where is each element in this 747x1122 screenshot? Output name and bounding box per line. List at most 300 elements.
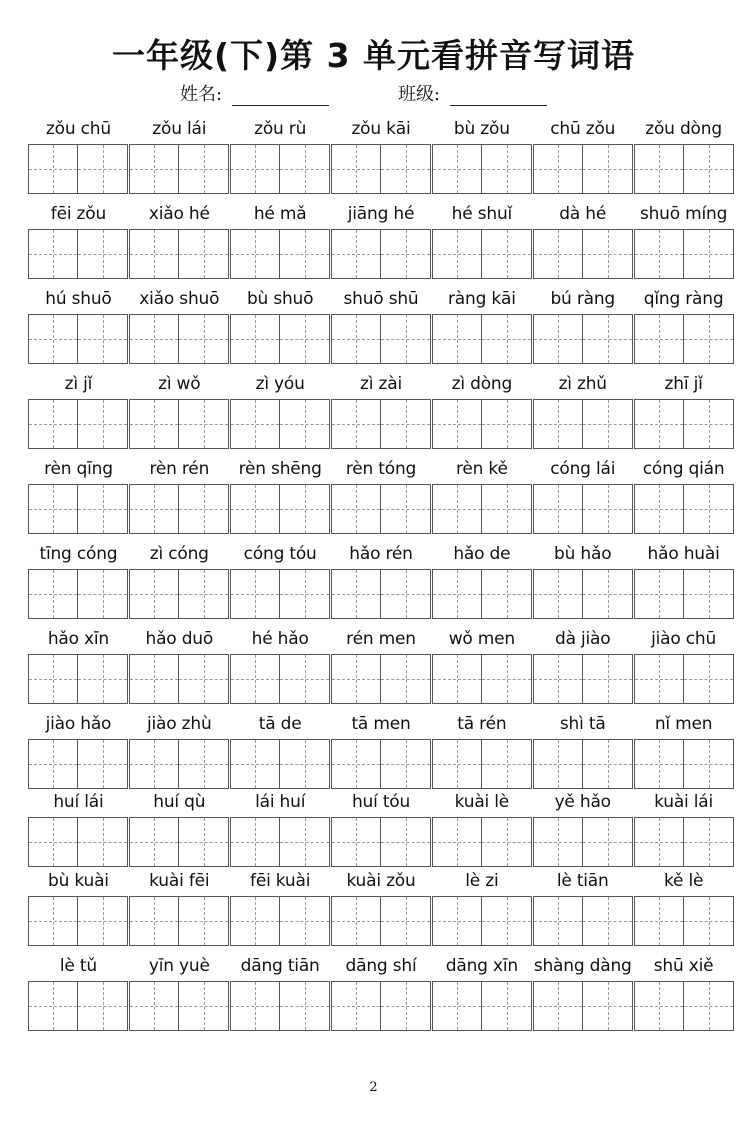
tianzige-cell[interactable]: [28, 229, 78, 279]
tianzige-cell[interactable]: [381, 399, 431, 449]
tianzige-cell[interactable]: [381, 817, 431, 867]
pinyin-label: kuài fēi: [149, 871, 210, 891]
tianzige-cell[interactable]: [230, 399, 280, 449]
writing-box-row: [28, 399, 734, 449]
tianzige-cell[interactable]: [179, 817, 229, 867]
tianzige-cell[interactable]: [432, 229, 482, 279]
pinyin-label: kě lè: [663, 871, 704, 891]
tianzige-cell[interactable]: [583, 484, 633, 534]
tianzige-cell[interactable]: [482, 484, 532, 534]
word-writing-box: [432, 569, 532, 619]
word-writing-box: [432, 144, 532, 194]
tianzige-cell[interactable]: [28, 739, 78, 789]
tianzige-cell[interactable]: [634, 569, 684, 619]
tianzige-cell[interactable]: [432, 314, 482, 364]
pinyin-label: hé mǎ: [253, 204, 307, 224]
pinyin-label: kuài lè: [454, 792, 510, 812]
word-writing-box: [432, 739, 532, 789]
word-writing-box: [634, 569, 734, 619]
pinyin-label: dāng shí: [345, 956, 417, 976]
tianzige-cell[interactable]: [432, 739, 482, 789]
tianzige-cell[interactable]: [280, 739, 330, 789]
pinyin-label: bú ràng: [550, 289, 615, 309]
word-writing-box: [129, 739, 229, 789]
tianzige-cell[interactable]: [583, 144, 633, 194]
word-writing-box: [28, 569, 128, 619]
writing-box-row: [28, 484, 734, 534]
tianzige-cell[interactable]: [634, 484, 684, 534]
tianzige-cell[interactable]: [533, 569, 583, 619]
pinyin-label: zì yóu: [255, 374, 305, 394]
tianzige-cell[interactable]: [280, 144, 330, 194]
pinyin-label: rén men: [346, 629, 416, 649]
word-writing-box: [533, 569, 633, 619]
tianzige-cell[interactable]: [533, 144, 583, 194]
exercise-row: [28, 114, 734, 194]
word-writing-box: [634, 817, 734, 867]
tianzige-cell[interactable]: [28, 144, 78, 194]
tianzige-cell[interactable]: [432, 817, 482, 867]
word-writing-box: [230, 654, 330, 704]
tianzige-cell[interactable]: [432, 896, 482, 946]
tianzige-cell[interactable]: [533, 981, 583, 1031]
word-writing-box: [634, 654, 734, 704]
tianzige-cell[interactable]: [432, 654, 482, 704]
word-writing-box: [331, 229, 431, 279]
tianzige-cell[interactable]: [684, 229, 734, 279]
tianzige-cell[interactable]: [331, 399, 381, 449]
exercise-row: [28, 199, 734, 279]
tianzige-cell[interactable]: [280, 399, 330, 449]
tianzige-cell[interactable]: [583, 654, 633, 704]
tianzige-cell[interactable]: [28, 654, 78, 704]
word-writing-box: [634, 981, 734, 1031]
tianzige-cell[interactable]: [331, 484, 381, 534]
tianzige-cell[interactable]: [129, 981, 179, 1031]
tianzige-cell[interactable]: [482, 739, 532, 789]
exercise-row: [28, 624, 734, 704]
tianzige-cell[interactable]: [179, 484, 229, 534]
tianzige-cell[interactable]: [78, 399, 128, 449]
word-writing-box: [331, 569, 431, 619]
tianzige-cell[interactable]: [331, 654, 381, 704]
word-writing-box: [634, 739, 734, 789]
word-writing-box: [533, 314, 633, 364]
tianzige-cell[interactable]: [684, 739, 734, 789]
tianzige-cell[interactable]: [381, 739, 431, 789]
tianzige-cell[interactable]: [533, 739, 583, 789]
tianzige-cell[interactable]: [230, 569, 280, 619]
pinyin-label: zǒu lái: [152, 119, 207, 139]
pinyin-row: [28, 539, 734, 569]
pinyin-label: zhī jǐ: [664, 374, 703, 394]
pinyin-row: [28, 624, 734, 654]
tianzige-cell[interactable]: [78, 144, 128, 194]
tianzige-cell[interactable]: [533, 229, 583, 279]
word-writing-box: [28, 314, 128, 364]
pinyin-label: huí lái: [53, 792, 104, 812]
tianzige-cell[interactable]: [634, 981, 684, 1031]
pinyin-label: rèn shēng: [238, 459, 322, 479]
writing-box-row: [28, 817, 734, 867]
word-writing-box: [533, 399, 633, 449]
tianzige-cell[interactable]: [78, 896, 128, 946]
tianzige-cell[interactable]: [28, 399, 78, 449]
pinyin-label: zì cóng: [149, 544, 209, 564]
writing-box-row: [28, 896, 734, 946]
tianzige-cell[interactable]: [634, 399, 684, 449]
tianzige-cell[interactable]: [482, 314, 532, 364]
tianzige-cell[interactable]: [129, 314, 179, 364]
tianzige-cell[interactable]: [331, 981, 381, 1031]
tianzige-cell[interactable]: [230, 314, 280, 364]
pinyin-label: bù zǒu: [453, 119, 510, 139]
tianzige-cell[interactable]: [432, 569, 482, 619]
tianzige-cell[interactable]: [280, 896, 330, 946]
pinyin-row: [28, 787, 734, 817]
tianzige-cell[interactable]: [684, 144, 734, 194]
tianzige-cell[interactable]: [78, 654, 128, 704]
tianzige-cell[interactable]: [78, 229, 128, 279]
tianzige-cell[interactable]: [684, 654, 734, 704]
pinyin-label: hǎo xīn: [47, 629, 109, 649]
pinyin-label: dà hé: [559, 204, 607, 224]
tianzige-cell[interactable]: [331, 739, 381, 789]
tianzige-cell[interactable]: [179, 314, 229, 364]
tianzige-cell[interactable]: [230, 229, 280, 279]
tianzige-cell[interactable]: [684, 314, 734, 364]
tianzige-cell[interactable]: [634, 896, 684, 946]
word-writing-box: [129, 144, 229, 194]
tianzige-cell[interactable]: [280, 569, 330, 619]
tianzige-cell[interactable]: [381, 981, 431, 1031]
tianzige-cell[interactable]: [230, 896, 280, 946]
tianzige-cell[interactable]: [129, 484, 179, 534]
exercise-row: [28, 709, 734, 789]
tianzige-cell[interactable]: [482, 817, 532, 867]
word-writing-box: [533, 144, 633, 194]
tianzige-cell[interactable]: [482, 399, 532, 449]
word-writing-box: [129, 654, 229, 704]
pinyin-label: dāng tiān: [240, 956, 320, 976]
pinyin-label: bù kuài: [48, 871, 109, 891]
pinyin-label: qǐng ràng: [643, 289, 724, 309]
word-writing-box: [634, 896, 734, 946]
tianzige-cell[interactable]: [482, 569, 532, 619]
tianzige-cell[interactable]: [331, 817, 381, 867]
tianzige-cell[interactable]: [684, 981, 734, 1031]
exercise-row: [28, 951, 734, 1031]
name-field: [180, 84, 329, 106]
pinyin-label: zǒu rù: [254, 119, 307, 139]
word-writing-box: [28, 896, 128, 946]
tianzige-cell[interactable]: [583, 229, 633, 279]
word-writing-box: [432, 654, 532, 704]
pinyin-label: rèn rén: [149, 459, 210, 479]
pinyin-label: shuō shū: [343, 289, 419, 309]
tianzige-cell[interactable]: [583, 817, 633, 867]
class-blank[interactable]: [450, 87, 547, 106]
word-writing-box: [28, 144, 128, 194]
word-writing-box: [28, 739, 128, 789]
tianzige-cell[interactable]: [684, 896, 734, 946]
tianzige-cell[interactable]: [634, 144, 684, 194]
tianzige-cell[interactable]: [78, 484, 128, 534]
pinyin-label: xiǎo hé: [148, 204, 210, 224]
word-writing-box: [634, 229, 734, 279]
tianzige-cell[interactable]: [28, 981, 78, 1031]
tianzige-cell[interactable]: [129, 896, 179, 946]
tianzige-cell[interactable]: [280, 817, 330, 867]
tianzige-cell[interactable]: [533, 314, 583, 364]
tianzige-cell[interactable]: [533, 896, 583, 946]
tianzige-cell[interactable]: [28, 314, 78, 364]
pinyin-label: zì wǒ: [158, 374, 201, 394]
pinyin-label: tā rén: [457, 714, 507, 734]
word-writing-box: [28, 399, 128, 449]
pinyin-label: fēi kuài: [250, 871, 311, 891]
tianzige-cell[interactable]: [230, 817, 280, 867]
tianzige-cell[interactable]: [230, 981, 280, 1031]
word-writing-box: [432, 399, 532, 449]
pinyin-label: huí tóu: [351, 792, 411, 812]
word-writing-box: [432, 229, 532, 279]
tianzige-cell[interactable]: [280, 314, 330, 364]
pinyin-label: dāng xīn: [445, 956, 518, 976]
pinyin-label: bù hǎo: [554, 544, 612, 564]
word-writing-box: [533, 229, 633, 279]
word-writing-box: [331, 739, 431, 789]
word-writing-box: [432, 896, 532, 946]
pinyin-row: [28, 199, 734, 229]
page-number: 2: [369, 1080, 378, 1095]
tianzige-cell[interactable]: [381, 144, 431, 194]
exercise-row: [28, 369, 734, 449]
word-writing-box: [331, 981, 431, 1031]
tianzige-cell[interactable]: [381, 654, 431, 704]
exercise-row: [28, 787, 734, 867]
writing-box-row: [28, 229, 734, 279]
tianzige-cell[interactable]: [78, 314, 128, 364]
tianzige-cell[interactable]: [482, 981, 532, 1031]
word-writing-box: [129, 399, 229, 449]
word-writing-box: [129, 817, 229, 867]
tianzige-cell[interactable]: [381, 484, 431, 534]
pinyin-row: [28, 709, 734, 739]
tianzige-cell[interactable]: [381, 569, 431, 619]
pinyin-label: cóng lái: [550, 459, 616, 479]
tianzige-cell[interactable]: [583, 981, 633, 1031]
word-writing-box: [129, 981, 229, 1031]
tianzige-cell[interactable]: [634, 314, 684, 364]
tianzige-cell[interactable]: [280, 654, 330, 704]
pinyin-label: shuō míng: [639, 204, 728, 224]
tianzige-cell[interactable]: [179, 399, 229, 449]
word-writing-box: [230, 896, 330, 946]
pinyin-label: shàng dàng: [533, 956, 632, 976]
word-writing-box: [533, 981, 633, 1031]
word-writing-box: [230, 144, 330, 194]
pinyin-label: hǎo duō: [145, 629, 214, 649]
tianzige-cell[interactable]: [280, 981, 330, 1031]
tianzige-cell[interactable]: [78, 817, 128, 867]
pinyin-label: tā de: [258, 714, 302, 734]
word-writing-box: [230, 314, 330, 364]
tianzige-cell[interactable]: [381, 314, 431, 364]
pinyin-label: rèn kě: [455, 459, 508, 479]
tianzige-cell[interactable]: [331, 144, 381, 194]
tianzige-cell[interactable]: [331, 229, 381, 279]
tianzige-cell[interactable]: [482, 144, 532, 194]
tianzige-cell[interactable]: [331, 314, 381, 364]
pinyin-label: zì dòng: [451, 374, 513, 394]
tianzige-cell[interactable]: [129, 739, 179, 789]
word-writing-box: [432, 817, 532, 867]
tianzige-cell[interactable]: [634, 817, 684, 867]
tianzige-cell[interactable]: [179, 896, 229, 946]
pinyin-label: shì tā: [559, 714, 606, 734]
tianzige-cell[interactable]: [583, 399, 633, 449]
tianzige-cell[interactable]: [482, 896, 532, 946]
word-writing-box: [533, 654, 633, 704]
pinyin-label: tīng cóng: [39, 544, 118, 564]
tianzige-cell[interactable]: [634, 654, 684, 704]
writing-box-row: [28, 981, 734, 1031]
tianzige-cell[interactable]: [129, 229, 179, 279]
word-writing-box: [129, 229, 229, 279]
pinyin-label: huí qù: [153, 792, 206, 812]
name-label: 姓名:: [180, 84, 223, 105]
word-writing-box: [230, 569, 330, 619]
word-writing-box: [533, 896, 633, 946]
tianzige-cell[interactable]: [482, 229, 532, 279]
pinyin-label: hǎo rén: [349, 544, 413, 564]
tianzige-cell[interactable]: [684, 569, 734, 619]
tianzige-cell[interactable]: [129, 654, 179, 704]
word-writing-box: [331, 314, 431, 364]
writing-box-row: [28, 569, 734, 619]
tianzige-cell[interactable]: [684, 484, 734, 534]
word-writing-box: [28, 817, 128, 867]
tianzige-cell[interactable]: [432, 144, 482, 194]
tianzige-cell[interactable]: [381, 229, 431, 279]
pinyin-row: [28, 284, 734, 314]
tianzige-cell[interactable]: [533, 484, 583, 534]
word-writing-box: [129, 896, 229, 946]
pinyin-row: [28, 951, 734, 981]
tianzige-cell[interactable]: [432, 484, 482, 534]
tianzige-cell[interactable]: [432, 399, 482, 449]
tianzige-cell[interactable]: [230, 484, 280, 534]
pinyin-label: zǒu kāi: [351, 119, 411, 139]
tianzige-cell[interactable]: [533, 654, 583, 704]
word-writing-box: [129, 314, 229, 364]
tianzige-cell[interactable]: [280, 229, 330, 279]
word-writing-box: [230, 739, 330, 789]
tianzige-cell[interactable]: [280, 484, 330, 534]
class-field: [398, 84, 547, 106]
tianzige-cell[interactable]: [78, 981, 128, 1031]
tianzige-cell[interactable]: [28, 896, 78, 946]
tianzige-cell[interactable]: [78, 569, 128, 619]
pinyin-label: zì zài: [360, 374, 402, 394]
pinyin-label: shū xiě: [653, 956, 714, 976]
pinyin-label: nǐ men: [654, 714, 713, 734]
tianzige-cell[interactable]: [179, 229, 229, 279]
tianzige-cell[interactable]: [28, 484, 78, 534]
pinyin-label: hǎo huài: [647, 544, 720, 564]
tianzige-cell[interactable]: [129, 144, 179, 194]
word-writing-box: [432, 981, 532, 1031]
name-blank[interactable]: [232, 87, 329, 106]
tianzige-cell[interactable]: [583, 739, 633, 789]
pinyin-label: hú shuō: [45, 289, 112, 309]
pinyin-label: jiào chū: [651, 629, 717, 649]
pinyin-label: lè tiān: [556, 871, 609, 891]
word-writing-box: [533, 817, 633, 867]
tianzige-cell[interactable]: [179, 569, 229, 619]
tianzige-cell[interactable]: [482, 654, 532, 704]
tianzige-cell[interactable]: [381, 896, 431, 946]
word-writing-box: [533, 484, 633, 534]
page-title: 一年级(下)第 3 单元看拼音写词语: [111, 36, 636, 75]
tianzige-cell[interactable]: [583, 569, 633, 619]
tianzige-cell[interactable]: [583, 314, 633, 364]
tianzige-cell[interactable]: [331, 569, 381, 619]
tianzige-cell[interactable]: [129, 817, 179, 867]
writing-box-row: [28, 739, 734, 789]
pinyin-label: zǒu chū: [45, 119, 111, 139]
tianzige-cell[interactable]: [684, 399, 734, 449]
pinyin-label: hǎo de: [453, 544, 511, 564]
pinyin-row: [28, 454, 734, 484]
tianzige-cell[interactable]: [179, 654, 229, 704]
word-writing-box: [634, 399, 734, 449]
tianzige-cell[interactable]: [230, 739, 280, 789]
tianzige-cell[interactable]: [634, 229, 684, 279]
tianzige-cell[interactable]: [179, 981, 229, 1031]
tianzige-cell[interactable]: [179, 144, 229, 194]
tianzige-cell[interactable]: [684, 817, 734, 867]
pinyin-label: jiào zhù: [147, 714, 212, 734]
word-writing-box: [230, 399, 330, 449]
word-writing-box: [634, 484, 734, 534]
tianzige-cell[interactable]: [634, 739, 684, 789]
pinyin-label: kuài zǒu: [346, 871, 416, 891]
tianzige-cell[interactable]: [432, 981, 482, 1031]
pinyin-label: ràng kāi: [447, 289, 516, 309]
tianzige-cell[interactable]: [28, 817, 78, 867]
tianzige-cell[interactable]: [129, 399, 179, 449]
tianzige-cell[interactable]: [230, 144, 280, 194]
tianzige-cell[interactable]: [230, 654, 280, 704]
pinyin-label: cóng tóu: [243, 544, 317, 564]
tianzige-cell[interactable]: [78, 739, 128, 789]
pinyin-label: tā men: [351, 714, 411, 734]
tianzige-cell[interactable]: [129, 569, 179, 619]
pinyin-label: jiào hǎo: [45, 714, 112, 734]
pinyin-label: fēi zǒu: [50, 204, 107, 224]
exercise-row: [28, 284, 734, 364]
tianzige-cell[interactable]: [331, 896, 381, 946]
class-label: 班级:: [398, 84, 441, 105]
tianzige-cell[interactable]: [28, 569, 78, 619]
tianzige-cell[interactable]: [583, 896, 633, 946]
tianzige-cell[interactable]: [533, 817, 583, 867]
tianzige-cell[interactable]: [179, 739, 229, 789]
tianzige-cell[interactable]: [533, 399, 583, 449]
pinyin-label: jiāng hé: [347, 204, 415, 224]
